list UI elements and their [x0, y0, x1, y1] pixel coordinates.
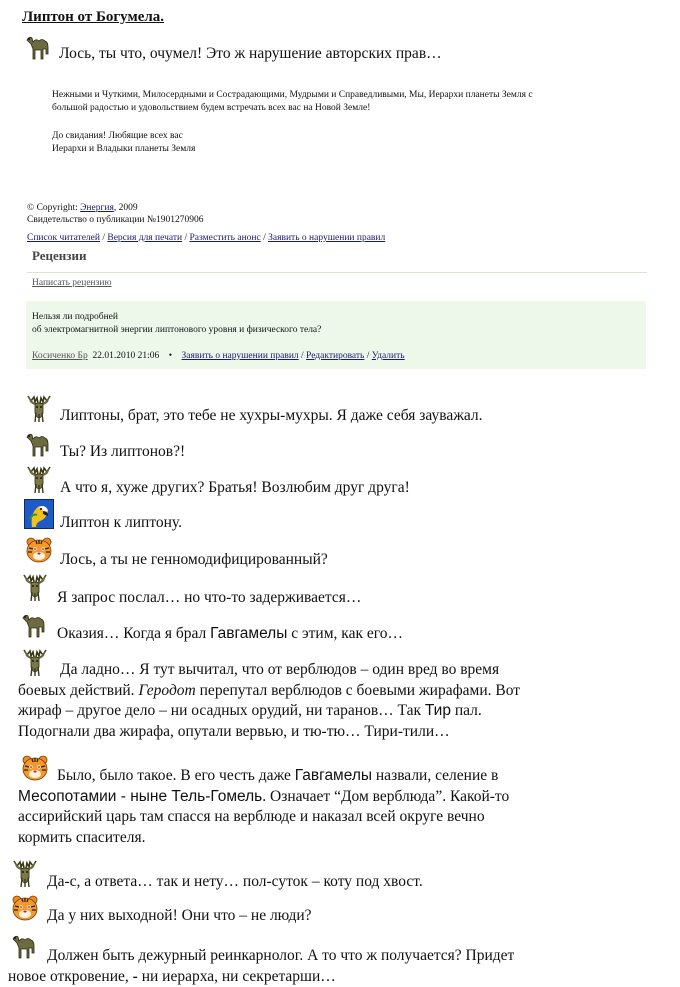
dialogue-line: Липтон к липтону.	[60, 514, 183, 531]
paragraph-line: Должен быть дежурный реинкарнолог. А то что ж получается? Придет	[47, 947, 515, 964]
review-meta	[32, 350, 405, 363]
text-fragment: новое откровение,	[8, 967, 133, 985]
text-fragment: жираф – другое дело – ни осадных орудий, ни таранов… Так	[18, 702, 425, 719]
place-name: Гавгамелы	[210, 625, 288, 642]
dialogue-line: Я запрос послал… но что-то задерживается…	[57, 589, 362, 606]
text-fragment: . Означает “Дом верблюда”. Какой-то	[262, 787, 510, 805]
dialogue-line: А что я, хуже других? Братья! Возлюбим друг друга!	[60, 479, 410, 496]
paragraph-line	[8, 967, 668, 987]
place-name: Гавгамелы	[294, 767, 373, 784]
paragraph-line	[18, 681, 658, 702]
text-fragment: Оказия… Когда я брал	[57, 625, 211, 642]
nav-separator: /	[182, 233, 190, 243]
farewell-line-2: Иерархи и Владыки планеты Земля	[52, 143, 196, 154]
paragraph-line: Подогнали два жирафа, опутали вервью, и тю-тю… Тири-тили…	[18, 722, 450, 740]
announcement-line-2: большой радостью и удовольствием будем встречать всех вас на Новой Земле!	[52, 102, 371, 113]
paragraph-line	[18, 701, 658, 722]
text-fragment: боевых действий.	[18, 681, 139, 699]
divider	[27, 272, 647, 273]
paragraph-line	[18, 766, 658, 787]
text-fragment: ныне	[130, 787, 172, 805]
review-delete-link[interactable]: Удалить	[371, 351, 405, 361]
write-review-link[interactable]: Написать рецензию	[32, 278, 112, 288]
text-fragment: назвали, селение в	[372, 767, 499, 784]
page-title: Липтон от Богумела.	[22, 9, 165, 25]
dialogue-line: Лось, а ты не генномодифицированный?	[60, 551, 328, 568]
tiger-icon	[10, 893, 40, 923]
text-fragment: пал.	[450, 702, 482, 719]
dialogue-line: Липтоны, брат, это тебе не хухры-мухры. Я даже себя зауважал.	[60, 407, 483, 424]
camel-icon	[20, 610, 50, 640]
camel-icon	[24, 429, 54, 459]
review-report-link[interactable]: Заявить о нарушении правил	[181, 351, 299, 361]
moose-icon	[20, 572, 50, 602]
review-line-1: Нельзя ли подробней	[32, 312, 118, 322]
copyright	[27, 202, 138, 215]
review-line-2: об электромагнитной энергии липтонового уровня и физического тела?	[32, 324, 322, 335]
reviews-heading: Рецензии	[32, 248, 87, 263]
review-edit-link[interactable]: Редактировать	[306, 351, 365, 361]
place-name: Месопотамии -	[18, 787, 131, 805]
publication-certificate: Свидетельство о публикации №1901270906	[27, 215, 204, 225]
copyright-prefix: © Copyright:	[27, 203, 78, 213]
parrot-icon	[24, 499, 54, 529]
copyright-year: , 2009	[113, 203, 138, 213]
dialogue-line: Да у них выходной! Они что – не люди?	[47, 907, 312, 924]
tiger-icon	[24, 535, 54, 565]
dialogue-paragraph	[8, 946, 668, 987]
moose-icon	[10, 858, 40, 888]
place-announcement-link[interactable]: Разместить анонс	[189, 233, 261, 243]
dialogue-line: Да-с, а ответа… так и нету… пол-суток – коту под хвост.	[47, 873, 423, 890]
report-violation-link[interactable]: Заявить о нарушении правил	[268, 233, 386, 243]
text-fragment: с этим, как его…	[287, 625, 403, 642]
farewell-line-1: До свидания! Любящие всех вас	[52, 131, 183, 141]
readers-list-link[interactable]: Список читателей	[27, 233, 100, 243]
nav-separator: /	[364, 351, 372, 361]
moose-icon	[24, 464, 54, 494]
nav-separator: /	[99, 233, 108, 243]
nav-separator: /	[298, 351, 307, 361]
bullet: •	[168, 351, 173, 361]
text-fragment: Было, было такое. В его честь даже	[57, 767, 295, 784]
print-version-link[interactable]: Версия для печати	[107, 233, 183, 243]
place-name: Тель-Гомель	[171, 787, 263, 805]
intro-line: Лось, ты что, очумел! Это ж нарушение авторских прав…	[59, 45, 442, 62]
place-name: Тир	[424, 702, 451, 719]
paragraph-line: ассирийский царь там спасся на верблюде и наказал всей округе вечно	[18, 808, 485, 825]
announcement-paragraph	[52, 89, 533, 114]
dialogue-line: Ты? Из липтонов?!	[60, 443, 186, 460]
paragraph-line: кормить спасителя.	[18, 828, 146, 846]
dialogue-paragraph	[18, 766, 658, 848]
farewell	[52, 130, 195, 155]
copyright-author-link[interactable]: Энергия	[80, 203, 114, 213]
announcement-line-1: Нежными и Чуткими, Милосердными и Сострадающими, Мудрыми и Справедливыми, Мы, Иерархи планеты Земля с	[52, 90, 533, 100]
nav-links	[27, 232, 385, 245]
text-fragment: -	[132, 967, 138, 985]
moose-icon	[24, 393, 54, 423]
review-author-link[interactable]: Косиченко Бр	[32, 351, 88, 361]
person-name: Геродот	[138, 681, 196, 699]
dialogue-paragraph	[18, 660, 658, 742]
review-text	[32, 311, 321, 336]
nav-separator: /	[260, 233, 269, 243]
paragraph-line: Да ладно… Я тут вычитал, что от верблюдов – один вред во время	[60, 661, 500, 678]
text-fragment: ни иерарха, ни секретарши…	[137, 967, 336, 985]
camel-icon	[24, 32, 54, 62]
review-date: 22.01.2010 21:06	[92, 351, 160, 361]
dialogue-line	[57, 624, 403, 644]
paragraph-line	[18, 787, 658, 808]
text-fragment: перепутал верблюдов с боевыми жирафами. Вот	[195, 681, 521, 699]
